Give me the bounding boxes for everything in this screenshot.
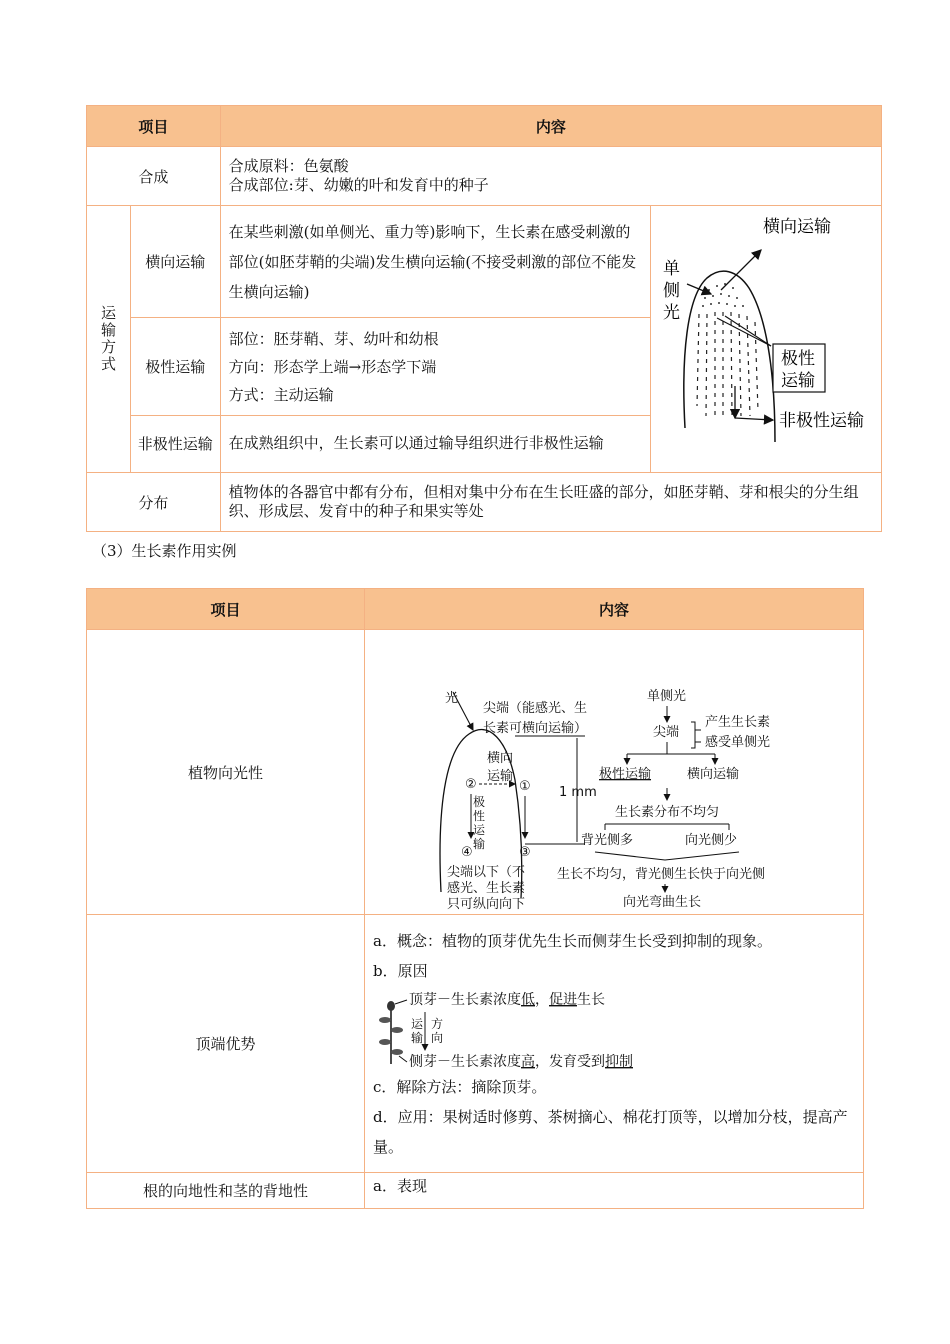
phototropism-diagram bbox=[365, 630, 863, 910]
below-label-2: 感光、生长素 bbox=[447, 881, 526, 896]
lateral-label-2: 运输 bbox=[487, 769, 514, 784]
auxin-dashes bbox=[697, 312, 758, 416]
polar-direction-from: 方向：形态学上端 bbox=[228, 357, 349, 376]
table2-header-item: 项目 bbox=[87, 589, 365, 630]
polar-direction-to: 形态学下端 bbox=[361, 357, 437, 376]
synthesis-material: 合成原料：色氨酸 bbox=[228, 157, 349, 175]
apical-apply: d．应用：果树适时修剪、茶树摘心、棉花打顶等，以增加分枝，提高产量。 bbox=[373, 1107, 848, 1156]
apical-top-promote: 促进 bbox=[549, 991, 577, 1008]
auxin-info-table bbox=[86, 105, 882, 532]
polar-label-3: 运 bbox=[473, 823, 486, 837]
flow-lateral: 横向运输 bbox=[687, 767, 740, 782]
lateral-arrow bbox=[721, 250, 761, 290]
distribution-label: 分布 bbox=[87, 473, 221, 532]
polar-site: 部位：胚芽鞘、芽、幼叶和幼根 bbox=[228, 329, 439, 348]
lateral-label-1: 横向 bbox=[487, 751, 514, 766]
apical-remove: c．解除方法：摘除顶芽。 bbox=[373, 1077, 547, 1096]
flow-brace bbox=[691, 722, 701, 748]
section-caption: （3）生长素作用实例 bbox=[92, 542, 237, 560]
lateral-transport-label: 横向运输 bbox=[130, 206, 220, 318]
apical-side-prefix: 侧芽－生长素浓度 bbox=[409, 1053, 521, 1070]
auxin-examples-table bbox=[86, 588, 864, 1209]
side-pointer bbox=[399, 1056, 407, 1062]
marker-2: ② bbox=[465, 777, 477, 792]
flow-merge bbox=[595, 852, 739, 860]
light-arrow bbox=[687, 284, 711, 294]
leaf-icon-2 bbox=[391, 1027, 403, 1033]
polar-mode: 方式：主动运输 bbox=[228, 385, 334, 404]
phototropism-diagram-cell bbox=[365, 630, 864, 915]
flow-growth: 生长不均匀，背光侧生长快于向光侧 bbox=[557, 867, 766, 882]
apical-reason: b．原因 bbox=[373, 961, 428, 980]
flow-lit: 向光侧少 bbox=[685, 833, 738, 848]
arrow-right-icon: → bbox=[348, 357, 362, 376]
flow-result: 向光弯曲生长 bbox=[623, 895, 702, 910]
distribution-text: 植物体的各器官中都有分布，但相对集中分布在生长旺盛的部分，如胚芽鞘、芽和根尖的分生组织、形成层、发育中的种子和果实等处 bbox=[220, 473, 881, 532]
apical-side-inhibit: 抑制 bbox=[605, 1053, 633, 1070]
polar-direction bbox=[229, 353, 642, 381]
apical-diagram bbox=[373, 986, 693, 1072]
below-label-1: 尖端以下（不 bbox=[447, 865, 526, 880]
gravitropism-text: a．表现 bbox=[365, 1173, 864, 1209]
phototropism-label: 植物向光性 bbox=[87, 630, 365, 915]
nonpolar-label-text: 非极性运输 bbox=[137, 435, 213, 454]
flow-sense: 感受单侧光 bbox=[705, 735, 771, 750]
nonpolar-arrow bbox=[735, 418, 773, 420]
tip-label-1: 尖端（能感光、生 bbox=[483, 701, 588, 716]
leaf-icon-4 bbox=[391, 1049, 403, 1055]
flow-uneven: 生长素分布不均匀 bbox=[615, 805, 720, 820]
apical-label: 顶端优势 bbox=[87, 915, 365, 1173]
leaf-icon-3 bbox=[379, 1039, 391, 1045]
tip-label-2: 长素可横向运输） bbox=[483, 721, 588, 736]
diagram-lateral-label: 横向运输 bbox=[762, 217, 831, 237]
apical-side-mid: ，发育受到 bbox=[535, 1053, 605, 1070]
transport-diagram-cell bbox=[650, 206, 881, 473]
marker-1: ① bbox=[519, 779, 531, 794]
polar-transport-content bbox=[220, 318, 650, 416]
polar-pointer-line-2 bbox=[725, 316, 771, 346]
apical-top-end: 生长 bbox=[577, 991, 605, 1008]
diagram-light-3: 光 bbox=[662, 303, 680, 323]
lateral-transport-text: 在某些刺激(如单侧光、重力等)影响下，生长素在感受刺激的部位(如胚芽鞘的尖端)发生横向运输(不接受刺激的部位不能发生横向运输) bbox=[220, 206, 650, 318]
synthesis-label: 合成 bbox=[87, 147, 221, 206]
apical-top-line bbox=[409, 991, 605, 1008]
light-label: 光 bbox=[445, 691, 459, 706]
marker-4: ④ bbox=[461, 845, 473, 860]
flow-shade: 背光侧多 bbox=[581, 833, 634, 848]
diagram-nonpolar-label: 非极性运输 bbox=[778, 411, 864, 431]
transport-label-cell bbox=[87, 206, 131, 473]
diagram-light-1: 单 bbox=[662, 259, 680, 279]
diagram-polar-2: 运输 bbox=[780, 371, 815, 391]
auxin-dots bbox=[702, 283, 744, 307]
diagram-polar-1: 极性 bbox=[780, 349, 815, 369]
diagram-light-2: 侧 bbox=[662, 281, 680, 301]
auxin-transport-diagram bbox=[651, 206, 881, 468]
table1-header-item: 项目 bbox=[87, 106, 221, 147]
synthesis-content bbox=[220, 147, 881, 206]
polar-label-4: 输 bbox=[473, 837, 486, 851]
transport-char-2: 输 bbox=[411, 1030, 424, 1045]
apical-pointer bbox=[395, 1000, 407, 1004]
nonpolar-transport-label bbox=[130, 415, 220, 472]
apical-side-line bbox=[409, 1053, 633, 1070]
table2-header-content: 内容 bbox=[365, 589, 864, 630]
leaf-icon bbox=[379, 1017, 391, 1023]
flow-polar: 极性运输 bbox=[599, 767, 652, 782]
transport-char-1: 运 bbox=[411, 1016, 424, 1031]
scale-label: 1 mm bbox=[559, 785, 597, 800]
apical-top-prefix: 顶芽－生长素浓度 bbox=[409, 991, 521, 1008]
apical-top-low: 低 bbox=[521, 991, 535, 1008]
gravitropism-label: 根的向地性和茎的背地性 bbox=[87, 1173, 365, 1209]
below-label-3: 只可纵向向下 bbox=[447, 897, 526, 910]
synthesis-site: 合成部位:芽、幼嫩的叶和发育中的种子 bbox=[228, 176, 489, 194]
polar-transport-label: 极性运输 bbox=[130, 318, 220, 416]
apical-content bbox=[365, 915, 864, 1173]
flow-produce: 产生生长素 bbox=[705, 715, 771, 730]
direction-char-1: 方 bbox=[431, 1016, 444, 1031]
marker-3: ③ bbox=[519, 845, 531, 860]
bud-icon bbox=[387, 1001, 395, 1011]
apical-side-high: 高 bbox=[521, 1053, 535, 1070]
flow-split-2 bbox=[605, 824, 729, 830]
nonpolar-transport-text: 在成熟组织中，生长素可以通过输导组织进行非极性运输 bbox=[220, 415, 650, 472]
transport-label: 运输方式 bbox=[98, 305, 117, 373]
apical-top-mid: ， bbox=[535, 991, 549, 1008]
table1-header-content: 内容 bbox=[220, 106, 881, 147]
polar-label-2: 性 bbox=[473, 809, 486, 823]
direction-char-2: 向 bbox=[431, 1030, 444, 1045]
apical-concept: a．概念：植物的顶芽优先生长而侧芽生长受到抑制的现象。 bbox=[373, 931, 772, 950]
flow-tip: 尖端 bbox=[653, 725, 680, 740]
flow-light: 单侧光 bbox=[647, 689, 687, 704]
polar-label-1: 极 bbox=[473, 795, 486, 809]
